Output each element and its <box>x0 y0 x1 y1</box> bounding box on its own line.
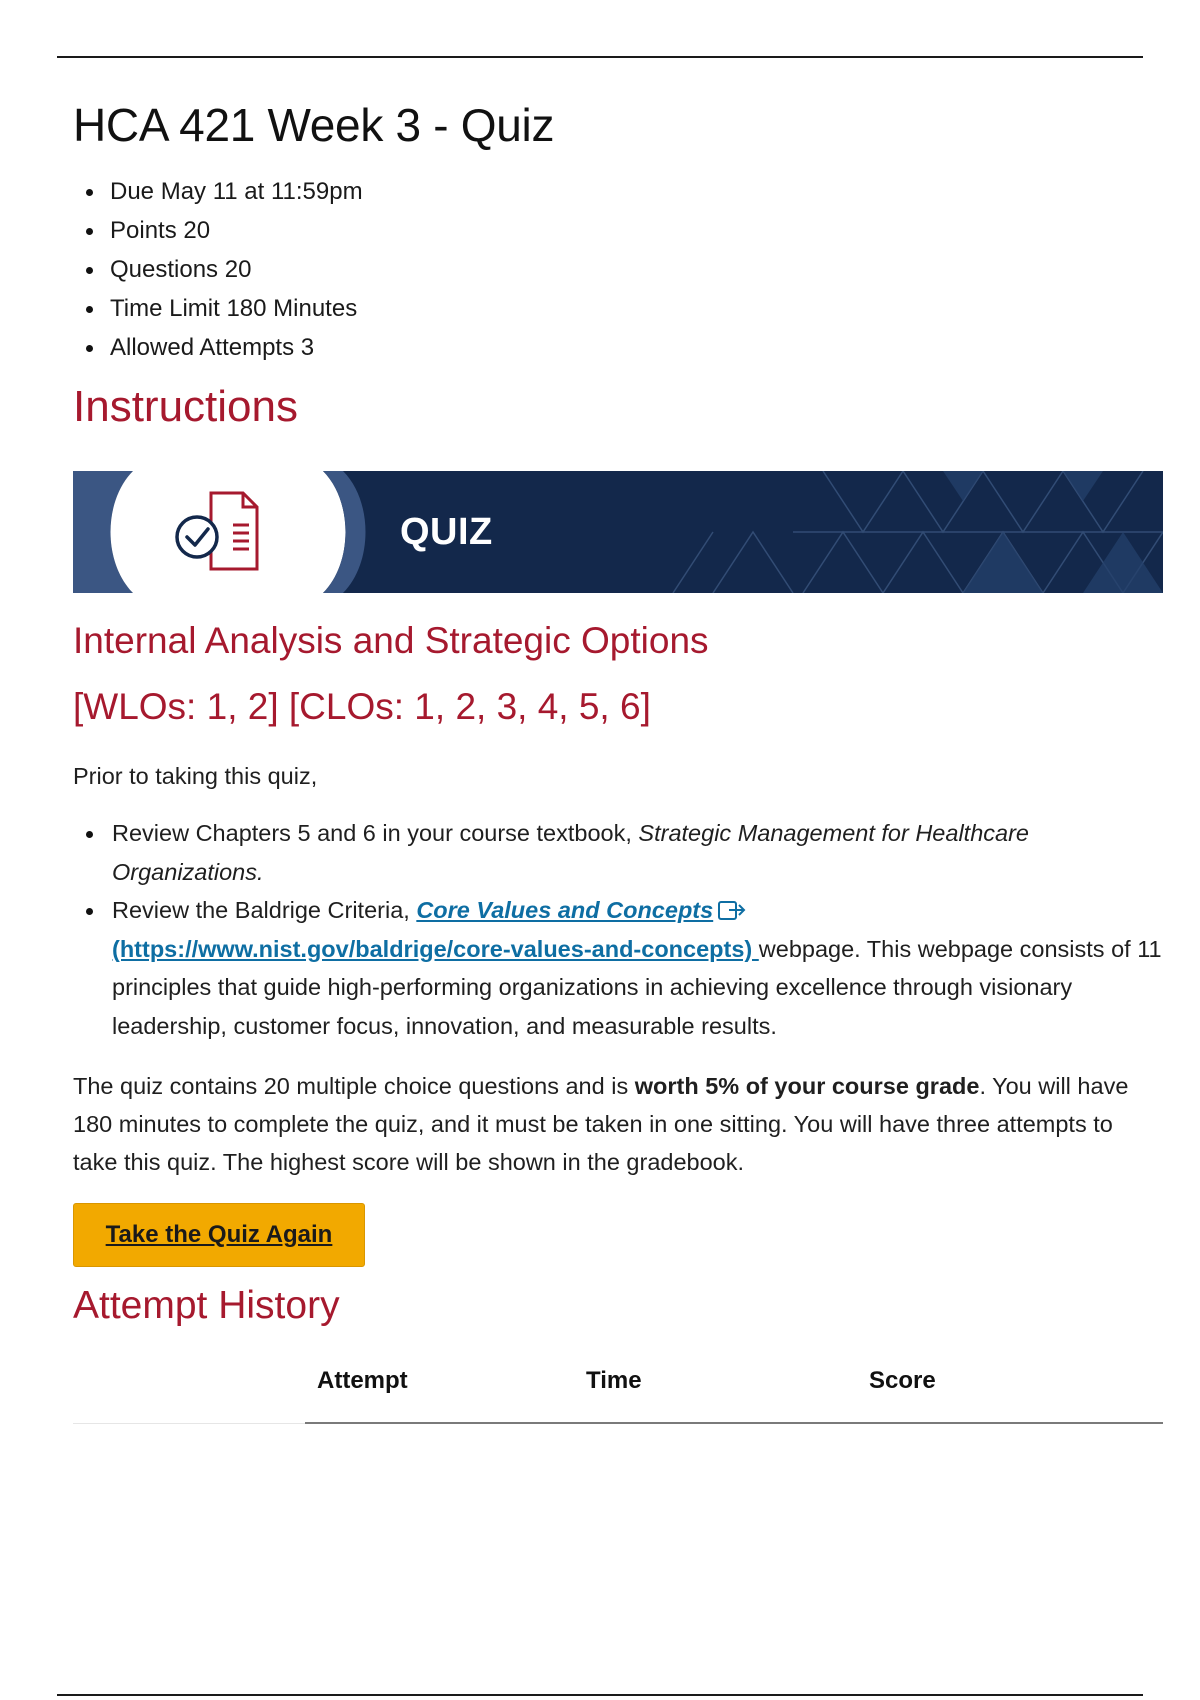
detail-time-limit: Time Limit 180 Minutes <box>86 289 363 328</box>
requirement-text: Review Chapters 5 and 6 in your course textbook, <box>112 820 639 846</box>
grade-weight-text: worth 5% of your course grade <box>634 1073 980 1099</box>
learning-outcomes-heading: [WLOs: 1, 2] [CLOs: 1, 2, 3, 4, 5, 6] <box>73 686 651 727</box>
quiz-description <box>73 1067 1163 1181</box>
bottom-divider <box>57 1694 1143 1696</box>
detail-points: Points 20 <box>86 211 363 250</box>
quiz-description-text: . You will have 180 minutes to complete the quiz, and it must be taken in one sitting. You will have three attempts to take this quiz. The highest score will be shown in the gradebook. <box>73 1073 1129 1175</box>
core-values-url-link[interactable]: (https://www.nist.gov/baldrige/core-values-and-concepts) <box>112 935 759 962</box>
quiz-description-text: The quiz contains 20 multiple choice questions and is <box>73 1073 635 1099</box>
column-header-time: Time <box>586 1367 642 1394</box>
requirement-description: webpage. This webpage consists of 11 principles that guide high-performing organizations in achieving excellence through visionary leadership, customer focus, innovation, and measurable results. <box>112 935 1162 1039</box>
quiz-document-check-icon <box>173 489 263 573</box>
detail-questions: Questions 20 <box>86 250 363 289</box>
prerequisite-list <box>86 814 1166 1045</box>
table-header-divider <box>305 1422 1163 1424</box>
quiz-topic-heading: Internal Analysis and Strategic Options <box>73 620 709 661</box>
column-header-attempt: Attempt <box>317 1367 408 1394</box>
take-quiz-again-label: Take the Quiz Again <box>105 1221 333 1248</box>
quiz-banner <box>73 471 1163 593</box>
requirement-text: Review the Baldrige Criteria, <box>112 897 417 923</box>
detail-due-date: Due May 11 at 11:59pm <box>86 172 363 211</box>
requirement-textbook <box>86 814 1166 891</box>
detail-allowed-attempts: Allowed Attempts 3 <box>86 328 363 367</box>
instructions-heading: Instructions <box>73 382 298 431</box>
core-values-link[interactable]: Core Values and Concepts <box>416 897 714 923</box>
external-link-icon[interactable] <box>717 898 747 922</box>
prior-text: Prior to taking this quiz, <box>73 763 318 789</box>
textbook-title: Strategic Management for Healthcare Organizations <box>112 820 1029 885</box>
page-title: HCA 421 Week 3 - Quiz <box>73 99 555 151</box>
table-header-divider-left <box>73 1423 305 1424</box>
banner-title: QUIZ <box>400 511 493 553</box>
top-divider <box>57 56 1143 58</box>
column-header-score: Score <box>869 1367 936 1394</box>
requirement-baldrige <box>86 891 1166 1045</box>
requirement-suffix: . <box>257 858 264 885</box>
quiz-details-list <box>86 172 363 367</box>
attempt-history-heading: Attempt History <box>73 1284 340 1327</box>
take-quiz-again-button[interactable] <box>73 1203 365 1267</box>
